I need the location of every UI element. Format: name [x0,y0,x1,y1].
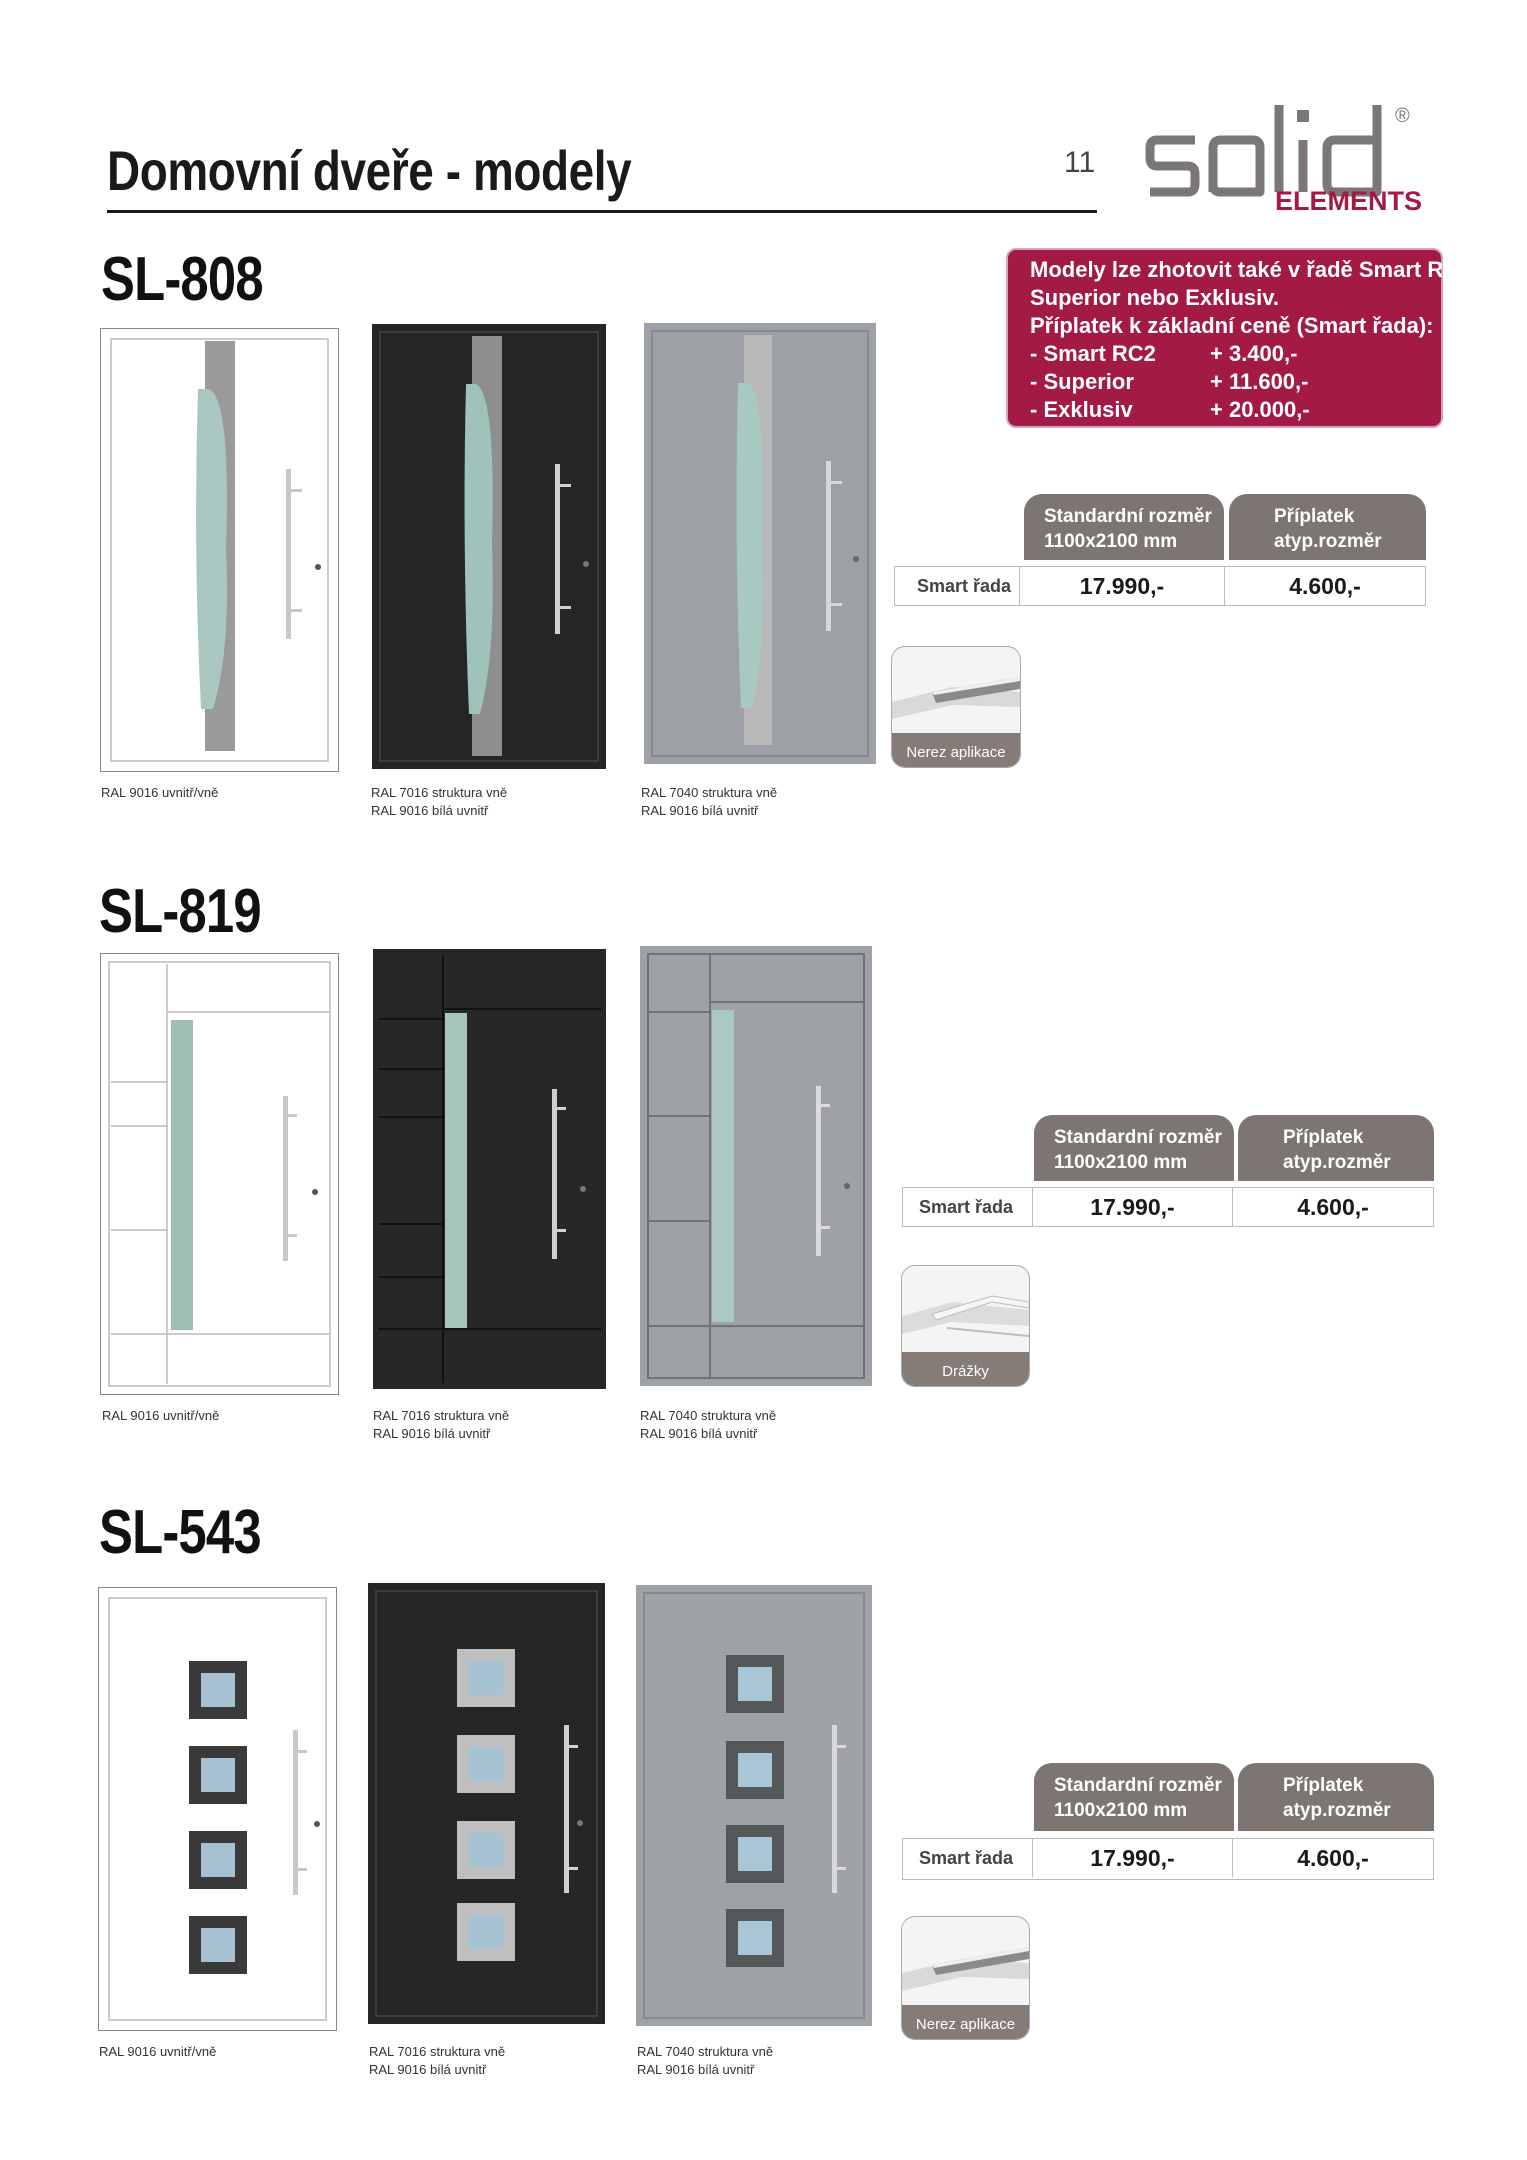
note-item-value: + 11.600,- [1210,369,1309,394]
caption-line: RAL 7016 struktura vně [369,2044,506,2059]
surcharge-value: 4.600,- [1297,1194,1369,1220]
caption-line: RAL 9016 bílá uvnitř [637,2062,755,2077]
header-line: 1100x2100 mm [1044,531,1178,552]
caption-line: RAL 7016 struktura vně [373,1408,510,1423]
detail-swatch [901,1916,1030,2040]
header-line: Příplatek [1283,1127,1364,1148]
model-title: SL-543 [99,1498,261,1567]
caption-line: RAL 7040 struktura vně [640,1408,777,1423]
detail-swatch [891,646,1021,768]
page-number: 11 [1064,146,1096,179]
table-header-standard [1024,494,1224,560]
brand-logo [1145,100,1440,215]
swatch-label: Nerez aplikace [915,2016,1016,2033]
caption-line: RAL 9016 bílá uvnitř [369,2062,487,2077]
price-row [902,1838,1434,1880]
row-label: Smart řada [903,1188,1033,1226]
header-line: atyp.rozměr [1283,1152,1391,1173]
door-image-white [100,953,339,1395]
door-image-anthracite [372,324,606,769]
detail-swatch [901,1265,1030,1387]
note-item-label: - Exklusiv [1030,397,1133,422]
header-line: 1100x2100 mm [1054,1800,1188,1821]
price-value: 17.990,- [1033,1839,1233,1877]
door-image-grey [640,946,872,1386]
table-header-standard [1034,1763,1234,1831]
logo-subtitle: ELEMENTS [1275,186,1423,215]
door-caption [101,784,218,802]
door-caption [102,1407,219,1425]
note-line: Superior nebo Exklusiv. [1030,285,1279,310]
table-header-surcharge [1238,1763,1434,1831]
door-image-white [100,328,339,772]
row-label: Smart řada [895,567,1020,605]
note-item-label: - Superior [1030,369,1134,394]
door-caption [99,2043,216,2061]
caption-line: RAL 7016 struktura vně [371,785,508,800]
door-caption [640,1407,776,1443]
header-line: Příplatek [1274,506,1355,527]
caption-line: RAL 9016 bílá uvnitř [640,1426,758,1441]
table-header-surcharge [1229,494,1426,560]
model-title: SL-808 [101,245,263,314]
caption-line: RAL 9016 bílá uvnitř [373,1426,491,1441]
header-line: Standardní rozměr [1054,1127,1222,1148]
caption-line: RAL 9016 uvnitř/vně [101,785,219,800]
caption-line: RAL 9016 bílá uvnitř [641,803,759,818]
surcharge-value: 4.600,- [1297,1845,1369,1871]
header-line: atyp.rozměr [1274,531,1382,552]
caption-line: RAL 9016 uvnitř/vně [99,2044,217,2059]
price-row [902,1187,1434,1227]
price-value: 17.990,- [1020,567,1225,605]
note-line: Modely lze zhotovit také v řadě Smart RC2, [1030,257,1478,282]
caption-line: RAL 9016 uvnitř/vně [102,1408,220,1423]
door-image-white [98,1587,337,2031]
header-line: Příplatek [1283,1775,1364,1796]
swatch-label: Drážky [942,1363,989,1380]
price-value: 17.990,- [1033,1188,1233,1226]
door-caption [369,2043,505,2079]
caption-line: RAL 7040 struktura vně [641,785,778,800]
header-line: Standardní rozměr [1054,1775,1222,1796]
surcharge-value: 4.600,- [1289,573,1361,599]
door-caption [371,784,507,820]
note-item-value: + 3.400,- [1210,341,1298,366]
swatch-label: Nerez aplikace [906,744,1006,761]
table-header-surcharge [1238,1115,1434,1181]
header-line: Standardní rozměr [1044,506,1212,527]
door-image-grey [644,323,876,764]
page-title: Domovní dveře - modely [107,139,632,202]
header-line: atyp.rozměr [1283,1800,1391,1821]
door-image-anthracite [373,949,606,1389]
header-line: 1100x2100 mm [1054,1152,1188,1173]
caption-line: RAL 9016 bílá uvnitř [371,803,489,818]
caption-line: RAL 7040 struktura vně [637,2044,774,2059]
note-item-label: - Smart RC2 [1030,341,1156,366]
registered-mark: ® [1395,105,1410,127]
door-caption [641,784,777,820]
table-header-standard [1034,1115,1234,1181]
title-underline [107,210,1097,213]
model-title: SL-819 [99,877,261,946]
series-note [1006,248,1478,428]
price-row [894,566,1426,606]
note-item-value: + 20.000,- [1210,397,1310,422]
door-image-anthracite [368,1583,605,2024]
door-caption [637,2043,773,2079]
door-caption [373,1407,509,1443]
note-line: Příplatek k základní ceně (Smart řada): [1030,313,1434,338]
row-label: Smart řada [903,1839,1033,1877]
door-image-grey [636,1585,872,2026]
